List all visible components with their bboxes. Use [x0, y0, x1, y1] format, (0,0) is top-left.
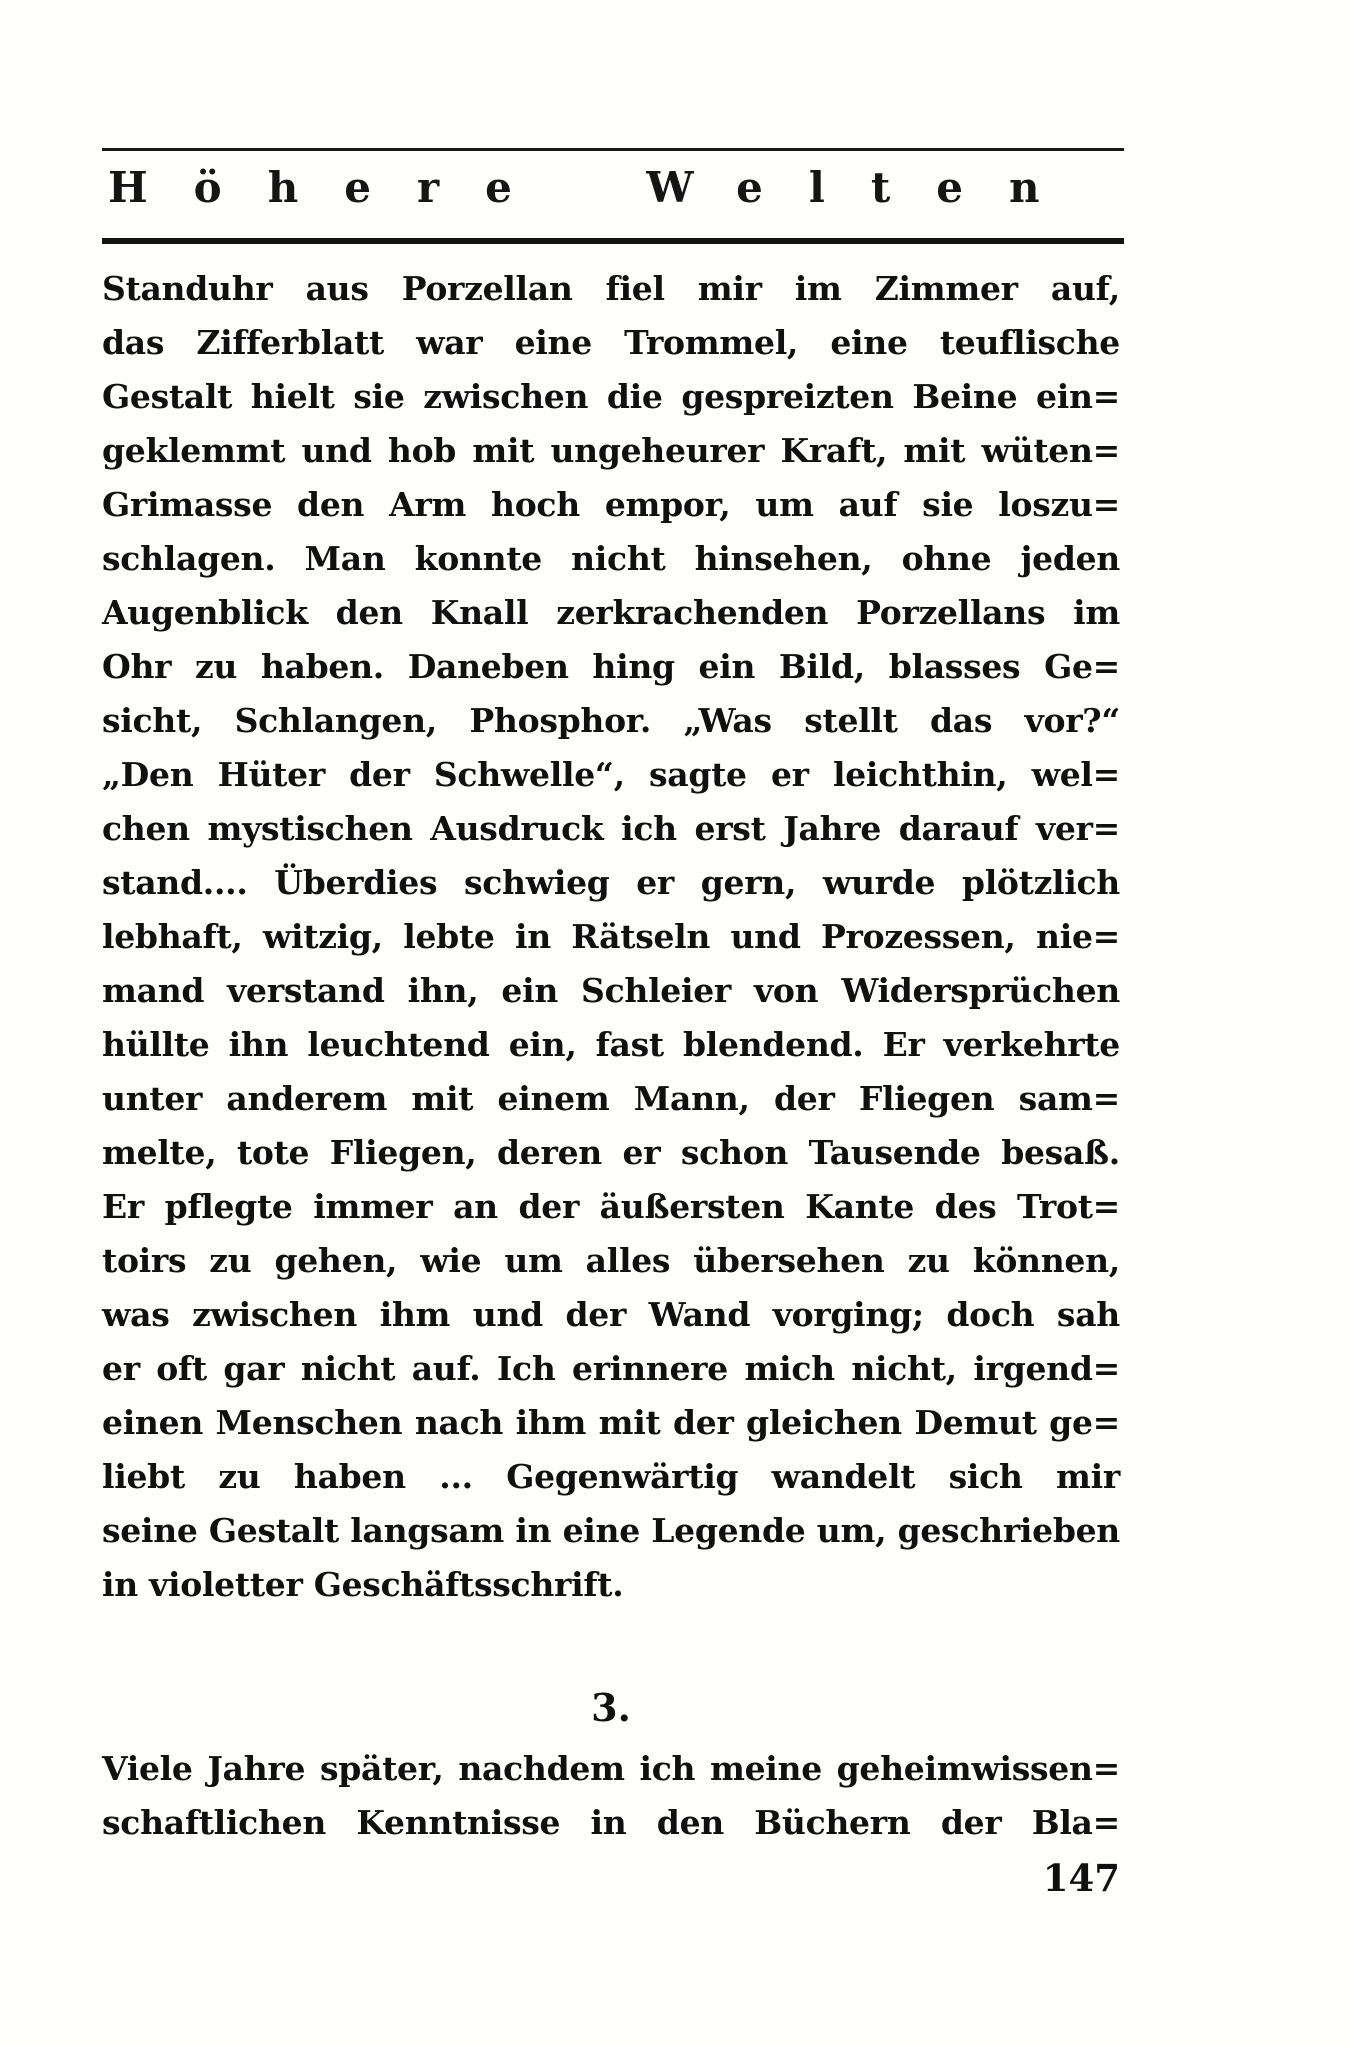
text-line: Viele Jahre später, nachdem ich meine geheimwissen= — [102, 1749, 1120, 1788]
text-line: liebt zu haben ... Gegenwärtig wandelt sich mir — [102, 1457, 1120, 1496]
text-line: Er pflegte immer an der äußersten Kante des Trot= — [102, 1187, 1120, 1226]
text-line: Augenblick den Knall zerkrachenden Porzellans im — [102, 593, 1120, 632]
text-line: schaftlichen Kenntnisse in den Büchern der Bla= — [102, 1803, 1120, 1842]
header-rule-top — [102, 148, 1124, 151]
text-line: unter anderem mit einem Mann, der Fliegen sam= — [102, 1079, 1120, 1118]
text-line: seine Gestalt langsam in eine Legende um, geschrieben — [102, 1511, 1120, 1550]
section-text — [102, 1742, 1120, 1850]
page-number: 147 — [1042, 1856, 1120, 1900]
text-line: chen mystischen Ausdruck ich erst Jahre darauf ver= — [102, 809, 1120, 848]
section-number: 3. — [591, 1685, 631, 1730]
text-line: hüllte ihn leuchtend ein, fast blendend. Er verkehrte — [102, 1025, 1120, 1064]
text-line: „Den Hüter der Schwelle“, sagte er leichthin, wel= — [102, 755, 1120, 794]
text-line: Gestalt hielt sie zwischen die gespreizten Beine ein= — [102, 377, 1120, 416]
text-line: mand verstand ihn, ein Schleier von Widersprüchen — [102, 971, 1120, 1010]
running-header: Höhere Welten — [108, 163, 1086, 212]
text-line: was zwischen ihm und der Wand vorging; doch sah — [102, 1295, 1120, 1334]
text-line: Standuhr aus Porzellan fiel mir im Zimmer auf, — [102, 269, 1120, 308]
text-line: schlagen. Man konnte nicht hinsehen, ohne jeden — [102, 539, 1120, 578]
header-rule-bottom — [102, 238, 1124, 244]
text-line: Grimasse den Arm hoch empor, um auf sie loszu= — [102, 485, 1120, 524]
text-line: in violetter Geschäftsschrift. — [102, 1565, 624, 1604]
body-text — [102, 262, 1120, 1612]
text-line: geklemmt und hob mit ungeheurer Kraft, mit wüten= — [102, 431, 1120, 470]
text-line: einen Menschen nach ihm mit der gleichen Demut ge= — [102, 1403, 1120, 1442]
text-line: das Zifferblatt war eine Trommel, eine teuflische — [102, 323, 1120, 362]
text-line: lebhaft, witzig, lebte in Rätseln und Prozessen, nie= — [102, 917, 1120, 956]
text-line: sicht, Schlangen, Phosphor. „Was stellt das vor?“ — [102, 701, 1120, 740]
text-line: Ohr zu haben. Daneben hing ein Bild, blasses Ge= — [102, 647, 1120, 686]
text-line: stand.... Überdies schwieg er gern, wurde plötzlich — [102, 863, 1120, 902]
text-line: er oft gar nicht auf. Ich erinnere mich nicht, irgend= — [102, 1349, 1120, 1388]
text-line: melte, tote Fliegen, deren er schon Tausende besaß. — [102, 1133, 1120, 1172]
text-line: toirs zu gehen, wie um alles übersehen zu können, — [102, 1241, 1120, 1280]
